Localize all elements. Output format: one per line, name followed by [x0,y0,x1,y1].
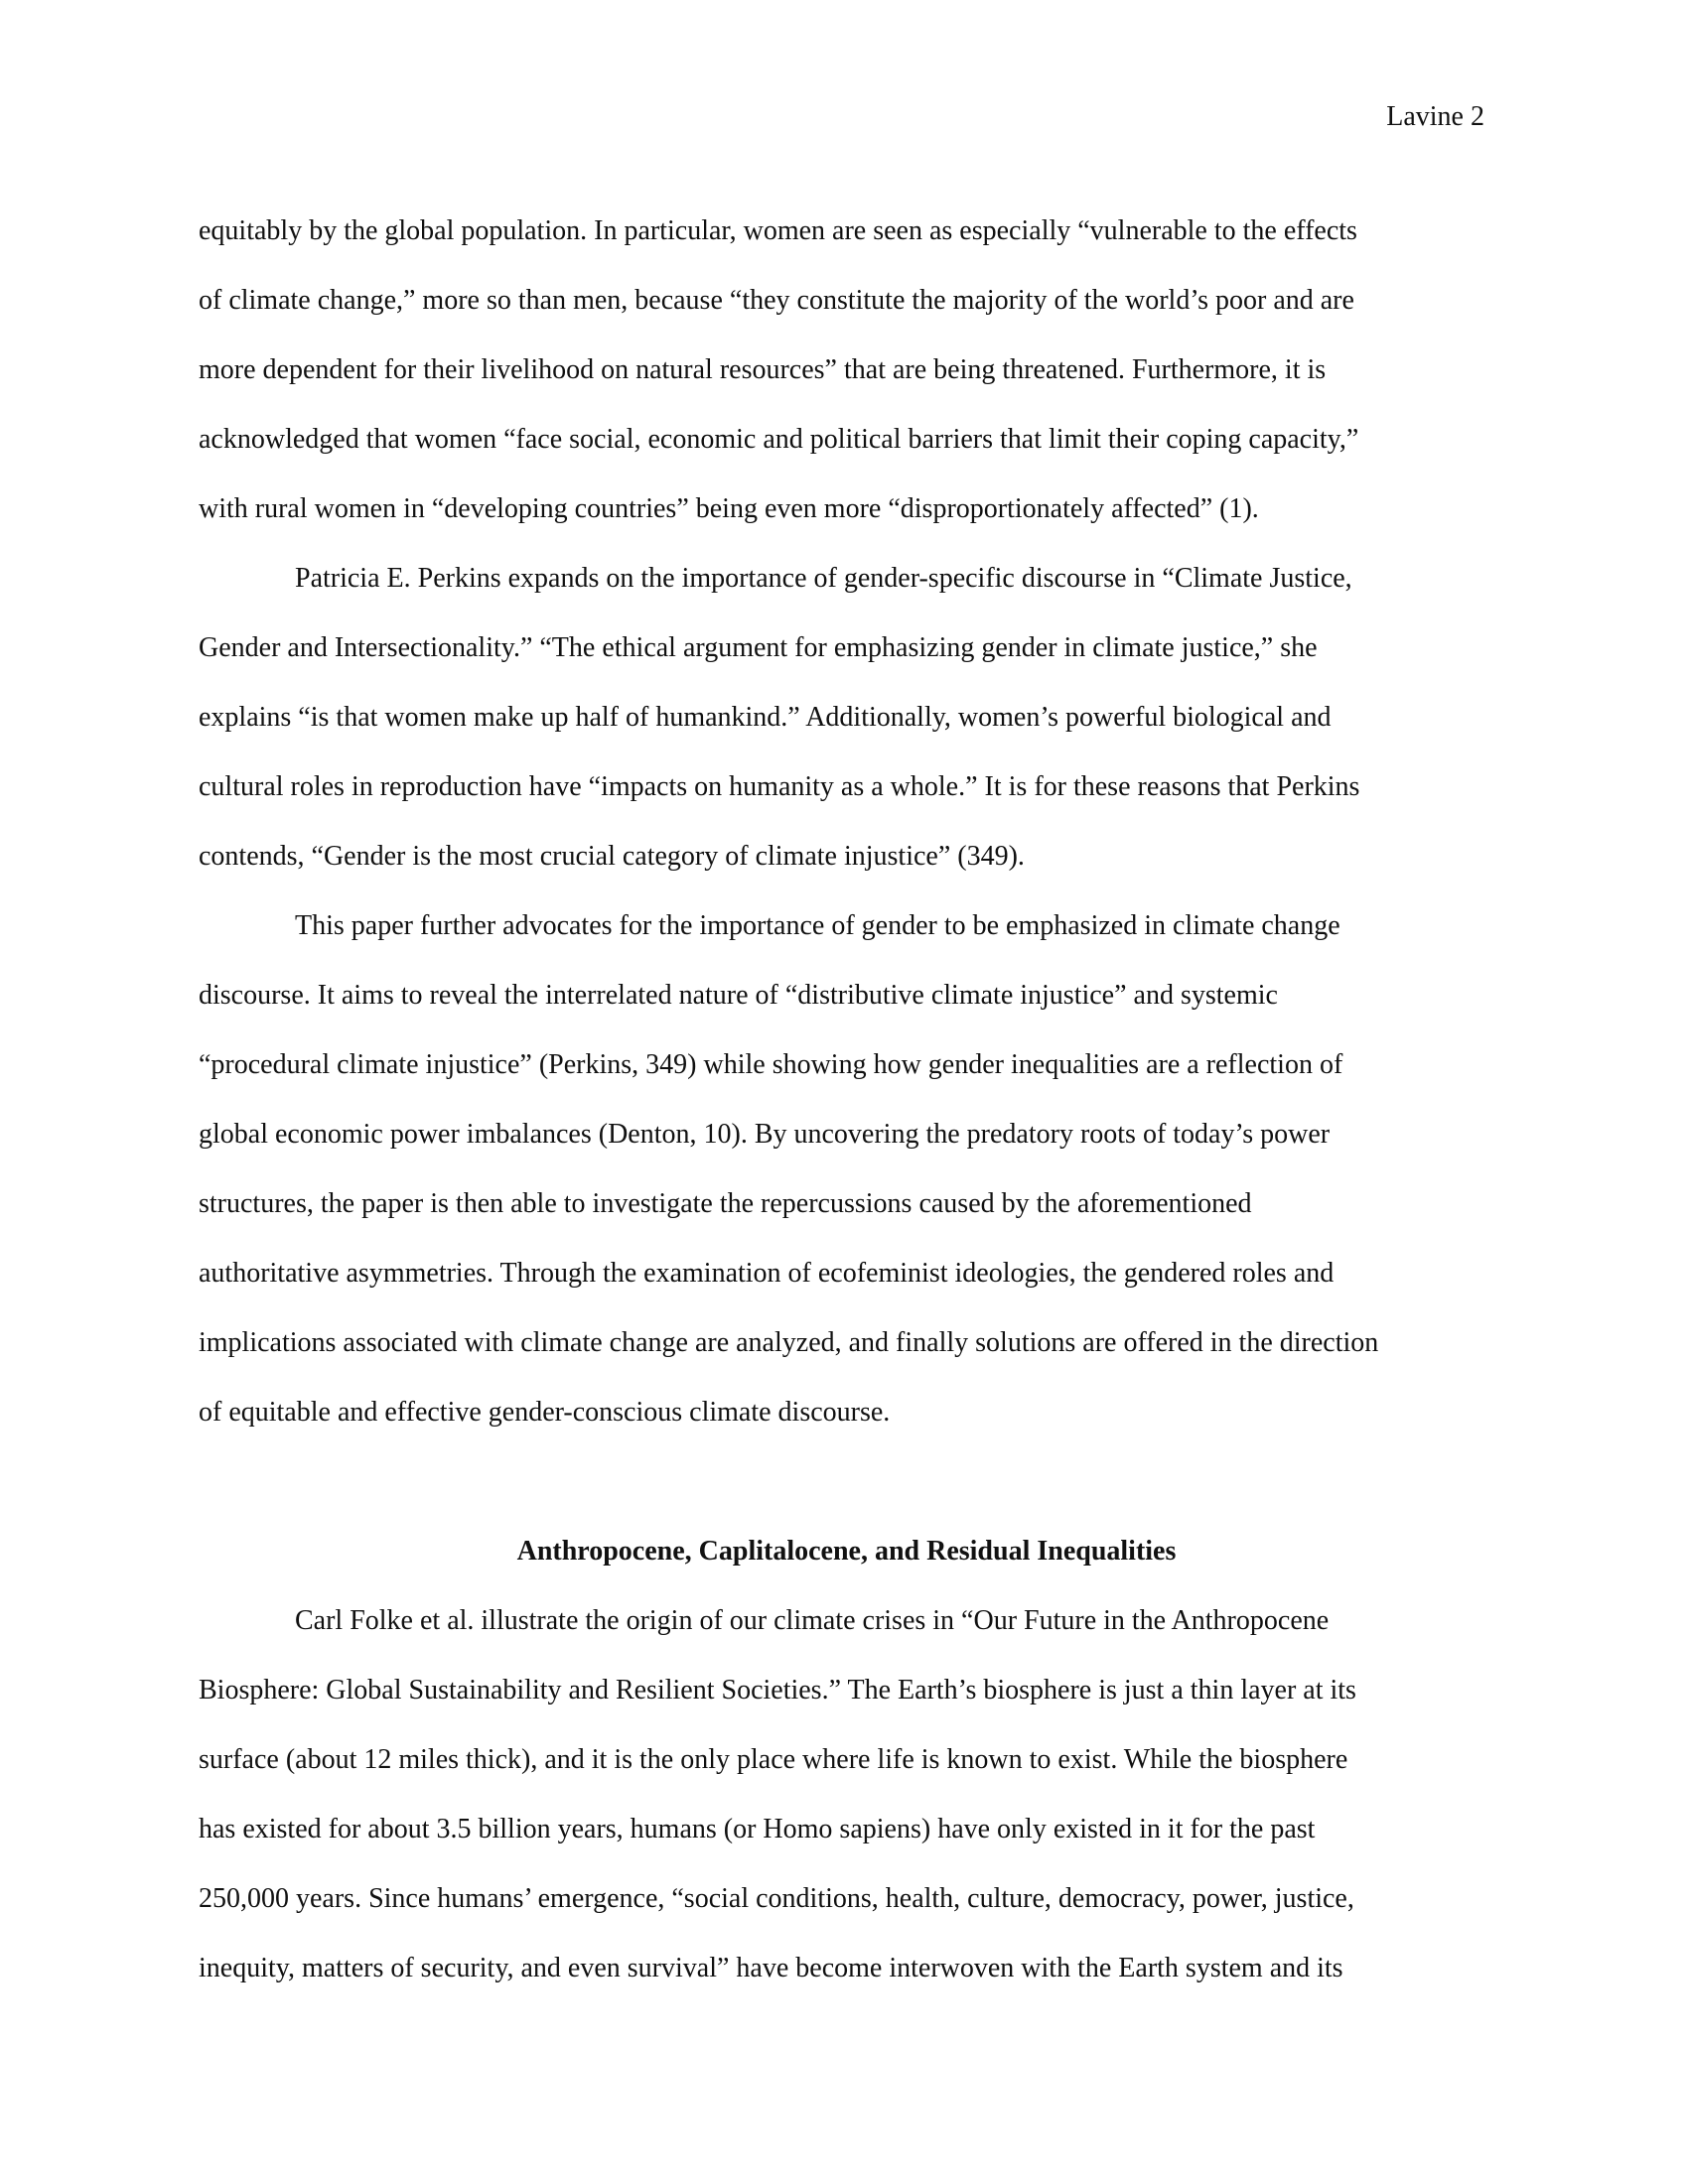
text-line: This paper further advocates for the importance of gender to be emphasized in climate change [295,910,1340,941]
text-line: acknowledged that women “face social, economic and political barriers that limit their coping capacity,” [199,424,1359,455]
running-head: Lavine 2 [1386,101,1484,132]
text-line: 250,000 years. Since humans’ emergence, “social conditions, health, culture, democracy, power, justice, [199,1883,1354,1914]
paragraph-1 [199,197,1494,544]
text-line: global economic power imbalances (Denton, 10). By uncovering the predatory roots of today’s power [199,1119,1331,1150]
document-body [199,197,1494,2003]
text-line: implications associated with climate change are analyzed, and finally solutions are offered in the direction [199,1327,1379,1358]
section-heading: Anthropocene, Caplitalocene, and Residual Inequalities [516,1536,1177,1567]
text-line: Carl Folke et al. illustrate the origin of our climate crises in “Our Future in the Anthropocene [295,1605,1330,1636]
text-line: “procedural climate injustice” (Perkins, 349) while showing how gender inequalities are a reflection of [199,1049,1343,1080]
text-line: of climate change,” more so than men, because “they constitute the majority of the world’s poor and are [199,285,1354,316]
text-line: explains “is that women make up half of humankind.” Additionally, women’s powerful biological and [199,702,1332,733]
text-line: Patricia E. Perkins expands on the importance of gender-specific discourse in “Climate Justice, [295,563,1352,594]
text-line: Biosphere: Global Sustainability and Resilient Societies.” The Earth’s biosphere is just a thin layer at its [199,1675,1356,1706]
blank-line [199,1447,1494,1517]
text-line: more dependent for their livelihood on natural resources” that are being threatened. Furthermore, it is [199,354,1327,385]
text-line: cultural roles in reproduction have “impacts on humanity as a whole.” It is for these reasons that Perkins [199,771,1360,802]
text-line: of equitable and effective gender-conscious climate discourse. [199,1397,891,1428]
paragraph-3 [199,891,1494,1447]
text-line: authoritative asymmetries. Through the examination of ecofeminist ideologies, the gendered roles and [199,1258,1335,1289]
text-line: structures, the paper is then able to investigate the repercussions caused by the aforementioned [199,1188,1252,1219]
text-line: inequity, matters of security, and even survival” have become interwoven with the Earth system and its [199,1953,1343,1983]
text-line: surface (about 12 miles thick), and it is the only place where life is known to exist. While the biosphere [199,1744,1348,1775]
text-line: has existed for about 3.5 billion years, humans (or Homo sapiens) have only existed in it for the past [199,1814,1316,1844]
text-line: discourse. It aims to reveal the interrelated nature of “distributive climate injustice” and systemic [199,980,1278,1011]
text-line: contends, “Gender is the most crucial category of climate injustice” (349). [199,841,1025,872]
paragraph-2 [199,544,1494,891]
text-line: equitably by the global population. In particular, women are seen as especially “vulnerable to the effects [199,215,1357,246]
text-line: Gender and Intersectionality.” “The ethical argument for emphasizing gender in climate justice,” she [199,632,1318,663]
text-line: with rural women in “developing countries” being even more “disproportionately affected” (1). [199,493,1259,524]
section-paragraph [199,1586,1494,2003]
